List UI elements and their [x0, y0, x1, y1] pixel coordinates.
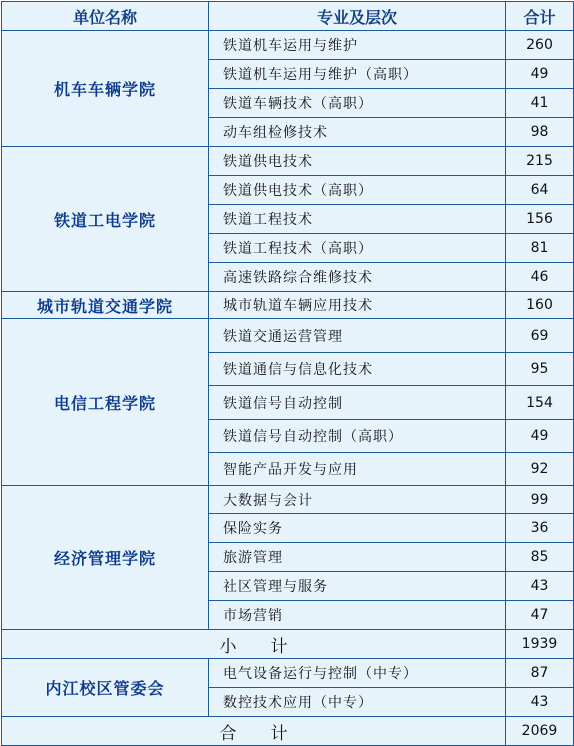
major-cell: 保险实务	[209, 514, 506, 543]
header-unit: 单位名称	[2, 2, 209, 31]
major-cell: 铁道供电技术（高职）	[209, 176, 506, 205]
count-cell: 92	[506, 453, 574, 486]
count-cell: 95	[506, 353, 574, 386]
unit-name-cell: 电信工程学院	[2, 319, 209, 486]
major-cell: 市场营销	[209, 601, 506, 630]
major-cell: 社区管理与服务	[209, 572, 506, 601]
count-cell: 154	[506, 386, 574, 420]
major-cell: 大数据与会计	[209, 486, 506, 514]
major-cell: 铁道工程技术（高职）	[209, 234, 506, 263]
count-cell: 36	[506, 514, 574, 543]
count-cell: 41	[506, 89, 574, 118]
unit-name-cell: 经济管理学院	[2, 486, 209, 630]
major-cell: 动车组检修技术	[209, 118, 506, 147]
count-cell: 215	[506, 147, 574, 176]
major-cell: 智能产品开发与应用	[209, 453, 506, 486]
major-cell: 铁道供电技术	[209, 147, 506, 176]
count-cell: 49	[506, 420, 574, 453]
count-cell: 98	[506, 118, 574, 147]
major-cell: 铁道信号自动控制（高职）	[209, 420, 506, 453]
count-cell: 160	[506, 292, 574, 319]
count-cell: 260	[506, 31, 574, 60]
subtotal-row-value: 1939	[506, 630, 574, 659]
enrollment-table	[1, 1, 574, 746]
major-cell: 铁道信号自动控制	[209, 386, 506, 420]
major-cell: 高速铁路综合维修技术	[209, 263, 506, 292]
major-cell: 铁道通信与信息化技术	[209, 353, 506, 386]
major-cell: 铁道车辆技术（高职）	[209, 89, 506, 118]
grand-total-row-label: 合 计	[2, 717, 506, 746]
major-cell: 电气设备运行与控制（中专）	[209, 659, 506, 688]
major-cell: 铁道机车运用与维护（高职）	[209, 60, 506, 89]
count-cell: 156	[506, 205, 574, 234]
subtotal-row	[2, 630, 574, 659]
table-row	[2, 147, 574, 176]
major-cell: 铁道交通运营管理	[209, 319, 506, 353]
major-cell: 旅游管理	[209, 543, 506, 572]
header-major: 专业及层次	[209, 2, 506, 31]
count-cell: 85	[506, 543, 574, 572]
table-row	[2, 292, 574, 319]
grand-total-row	[2, 717, 574, 746]
count-cell: 46	[506, 263, 574, 292]
count-cell: 43	[506, 572, 574, 601]
count-cell: 64	[506, 176, 574, 205]
major-cell: 铁道机车运用与维护	[209, 31, 506, 60]
unit-name-cell: 铁道工电学院	[2, 147, 209, 292]
count-cell: 49	[506, 60, 574, 89]
grand-total-row-value: 2069	[506, 717, 574, 746]
major-cell: 数控技术应用（中专）	[209, 688, 506, 717]
count-cell: 43	[506, 688, 574, 717]
table-row	[2, 319, 574, 353]
count-cell: 69	[506, 319, 574, 353]
header-row	[2, 2, 574, 31]
subtotal-row-label: 小 计	[2, 630, 506, 659]
count-cell: 87	[506, 659, 574, 688]
table-row	[2, 486, 574, 514]
unit-name-cell: 机车车辆学院	[2, 31, 209, 147]
count-cell: 99	[506, 486, 574, 514]
major-cell: 铁道工程技术	[209, 205, 506, 234]
header-total: 合计	[506, 2, 574, 31]
major-cell: 城市轨道车辆应用技术	[209, 292, 506, 319]
unit-name-cell: 内江校区管委会	[2, 659, 209, 717]
count-cell: 81	[506, 234, 574, 263]
table-row	[2, 31, 574, 60]
unit-name-cell: 城市轨道交通学院	[2, 292, 209, 319]
count-cell: 47	[506, 601, 574, 630]
table-row	[2, 659, 574, 688]
